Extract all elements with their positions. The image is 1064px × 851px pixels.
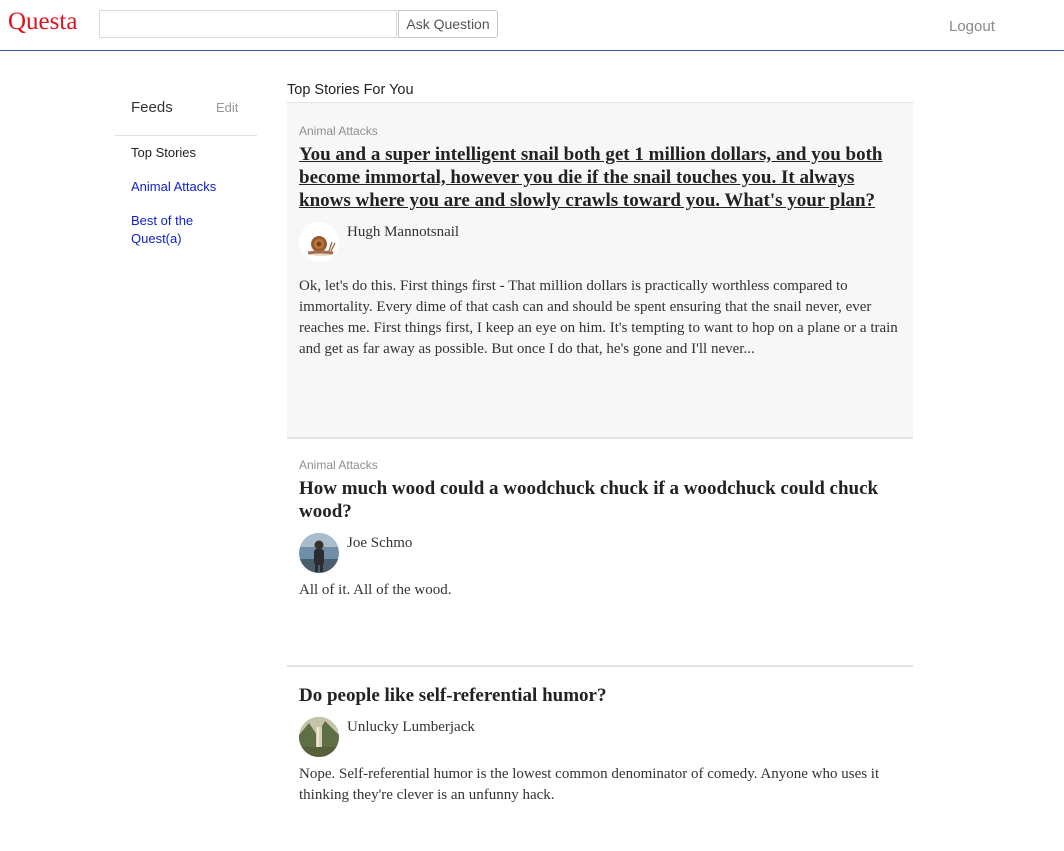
answer-preview: Nope. Self-referential humor is the lowest common denominator of comedy. Anyone who uses it thinking they're clever is an unfunny hack. [299,766,880,803]
story-question[interactable]: How much wood could a woodchuck chuck if a woodchuck could chuck wood? [299,478,879,522]
sidebar-item-animal-attacks[interactable]: Animal Attacks [131,179,217,194]
author-row [299,222,901,262]
snail-avatar-icon[interactable] [299,222,339,262]
sidebar-item-top-stories[interactable]: Top Stories [131,145,197,160]
top-navbar [0,0,1064,51]
author-name[interactable]: Joe Schmo [347,535,413,551]
feeds-title: Feeds [131,99,173,116]
search-input[interactable] [99,10,397,38]
author-name[interactable]: Unlucky Lumberjack [347,719,475,735]
story-card [287,439,913,665]
story-card [287,102,913,438]
feeds-header [115,89,257,136]
page-title: Top Stories For You [287,82,414,98]
ask-question-button[interactable]: Ask Question [398,10,498,38]
edit-feeds-link[interactable]: Edit [216,100,239,115]
story-question[interactable]: You and a super intelligent snail both get 1 million dollars, and you both become immortal, however you die if the snail touches you. It always knows where you are and slowly crawls toward you. What's your plan? [299,144,883,211]
author-row [299,533,901,573]
person-avatar-icon[interactable] [299,533,339,573]
sidebar-item-best-of-questa[interactable]: Best of the Quest(a) [131,213,194,246]
author-row [299,717,901,757]
forest-avatar-icon[interactable] [299,717,339,757]
story-question[interactable]: Do people like self-referential humor? [299,685,607,706]
story-topic[interactable]: Animal Attacks [299,124,378,138]
author-name[interactable]: Hugh Mannotsnail [347,224,460,240]
answer-preview: Ok, let's do this. First things first - That million dollars is practically worthless compared to immortality. Every dime of that cash can and should be spent ensuring that the snail never, ever reaches me. First things first, I keep an eye on him. It's tempting to want to hop on a plane or a train and get as far away as possible. But once I do that, he's gone and I'll never... [299,278,898,357]
logout-link[interactable]: Logout [949,18,995,35]
story-card [287,667,913,837]
answer-preview: All of it. All of the wood. [299,582,452,598]
site-logo[interactable]: Questa [8,8,78,35]
story-topic[interactable]: Animal Attacks [299,458,378,472]
